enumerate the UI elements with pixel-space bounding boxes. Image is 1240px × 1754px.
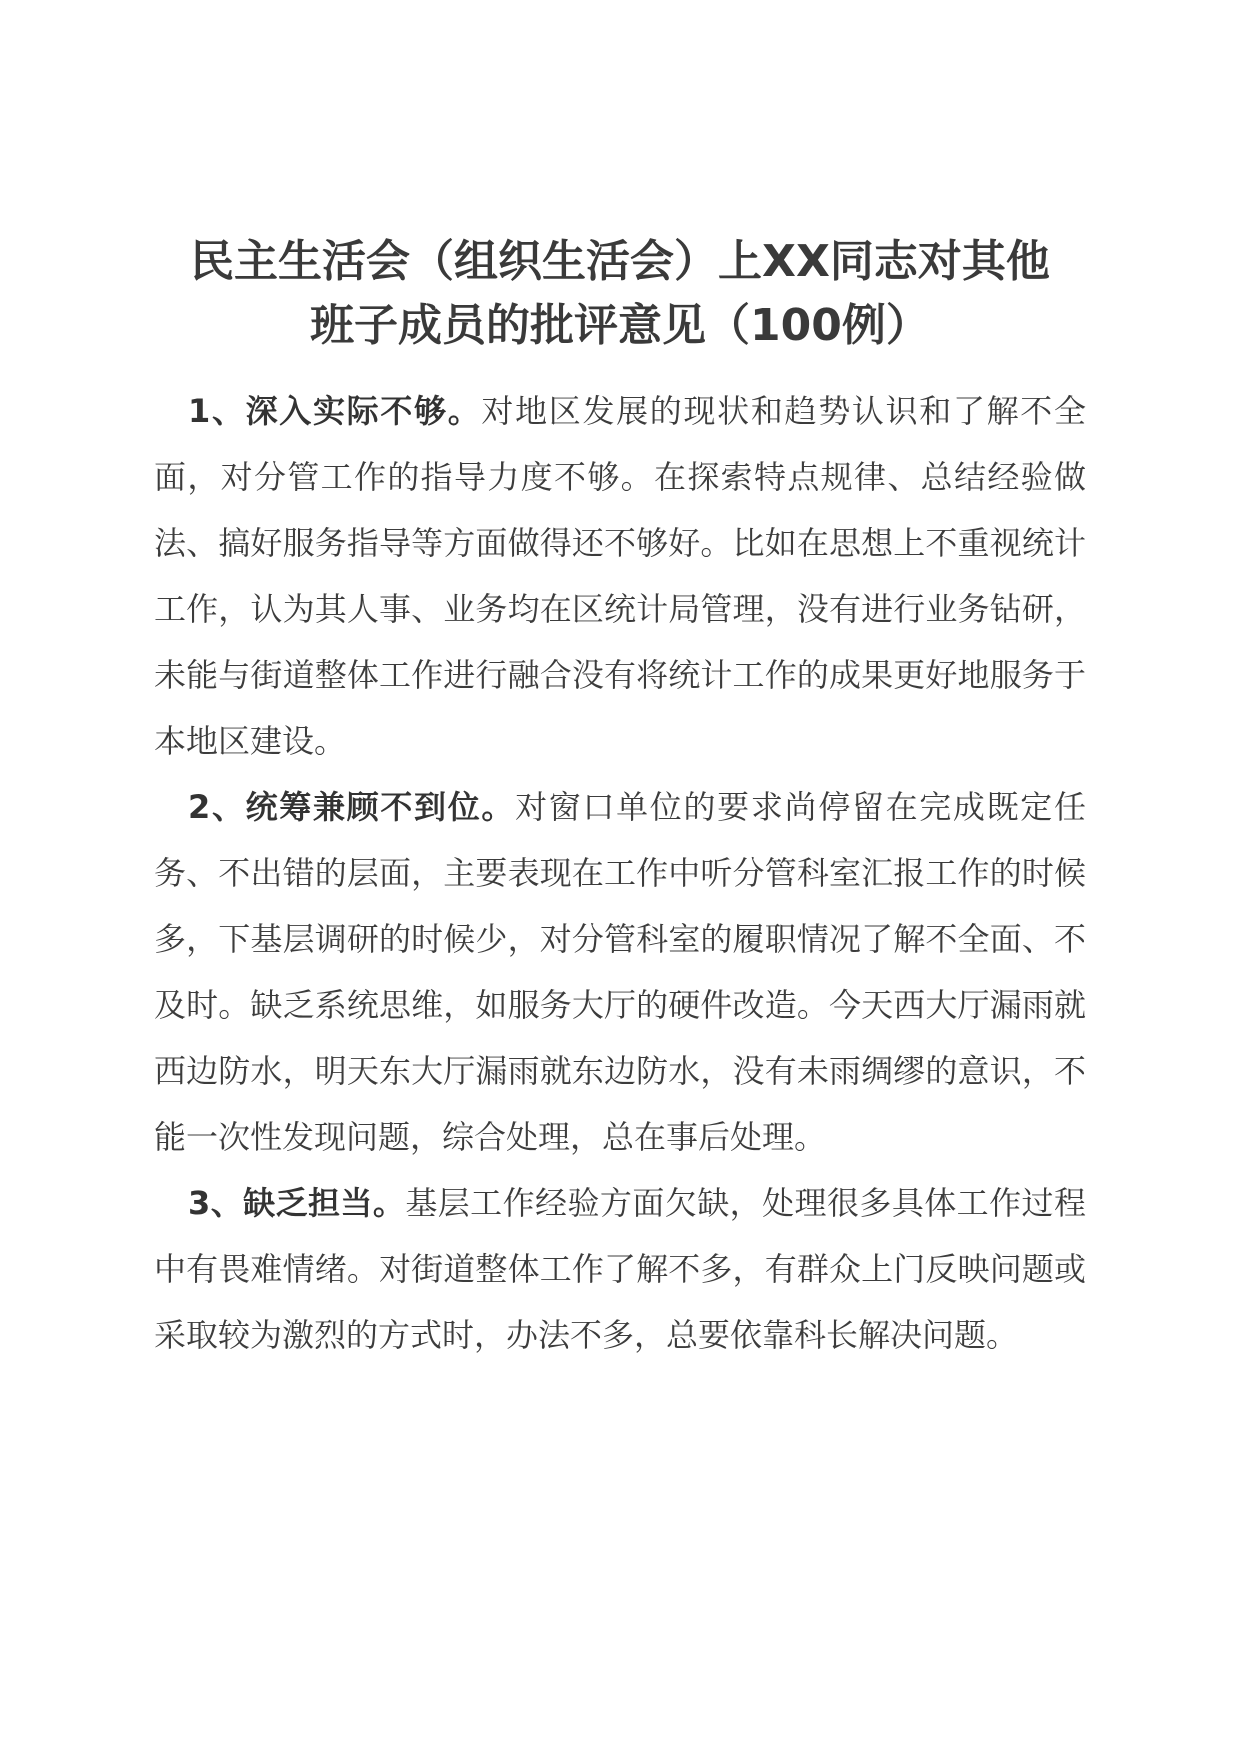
paragraph-1-lead: 1、深入实际不够。 <box>188 392 482 430</box>
title-line-2: 班子成员的批评意见（100例） <box>310 300 930 351</box>
paragraph-2-lead: 2、统筹兼顾不到位。 <box>188 788 516 826</box>
paragraph-1 <box>154 378 1086 774</box>
paragraph-3 <box>154 1170 1086 1368</box>
title-line-1: 民主生活会（组织生活会）上XX同志对其他 <box>190 236 1050 287</box>
paragraph-2 <box>154 774 1086 1170</box>
document-title <box>140 230 1100 358</box>
paragraph-3-lead: 3、缺乏担当。 <box>188 1184 406 1222</box>
paragraph-1-text: 对地区发展的现状和趋势认识和了解不全面，对分管工作的指导力度不够。在探索特点规律、总结经验做法、搞好服务指导等方面做得还不够好。比如在思想上不重视统计工作，认为其人事、业务均在区统计局管理，没有进行业务钻研，未能与街道整体工作进行融合没有将统计工作的成果更好地服务于本地区建设。 <box>154 392 1086 760</box>
document-body <box>154 378 1086 1368</box>
paragraph-3-text: 基层工作经验方面欠缺，处理很多具体工作过程中有畏难情绪。对街道整体工作了解不多，有群众上门反映问题或采取较为激烈的方式时，办法不多，总要依靠科长解决问题。 <box>154 1184 1086 1354</box>
paragraph-2-text: 对窗口单位的要求尚停留在完成既定任务、不出错的层面，主要表现在工作中听分管科室汇报工作的时候多，下基层调研的时候少，对分管科室的履职情况了解不全面、不及时。缺乏系统思维，如服务大厅的硬件改造。今天西大厅漏雨就西边防水，明天东大厅漏雨就东边防水，没有未雨绸缪的意识，不能一次性发现问题，综合处理，总在事后处理。 <box>154 788 1086 1156</box>
